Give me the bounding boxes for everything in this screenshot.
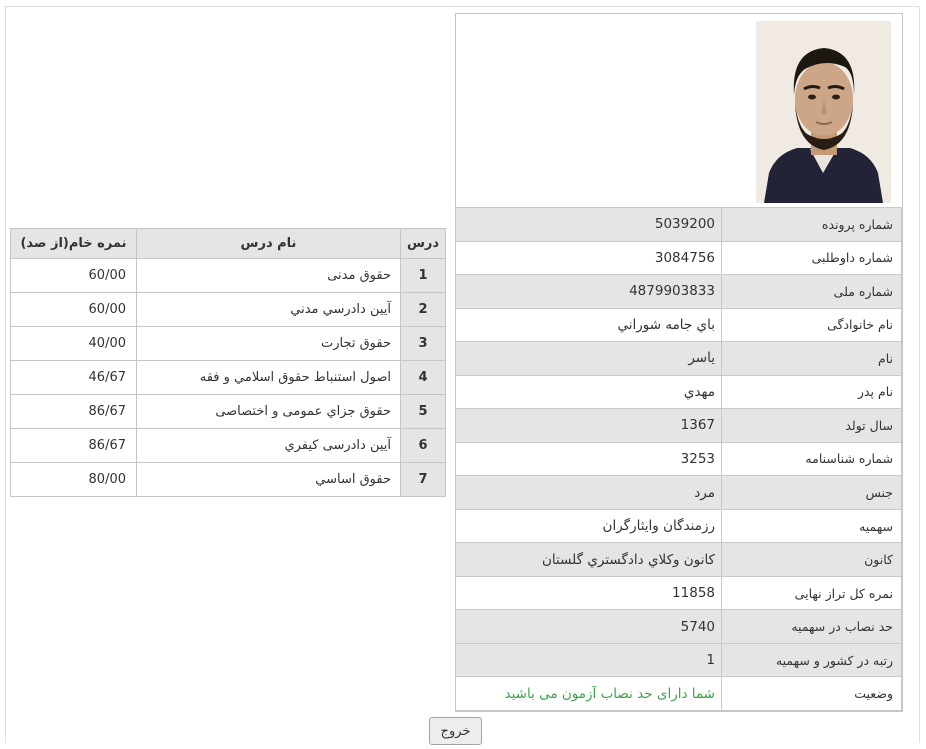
course-name-cell: آيين دادرسی کیفري — [137, 429, 401, 463]
status-value: شما دارای حد نصاب آزمون می باشید — [456, 677, 722, 711]
profile-field-value: 5740 — [456, 610, 722, 644]
scores-row — [11, 293, 446, 327]
profile-field-value: 4879903833 — [456, 275, 722, 309]
scores-header-course: نام درس — [137, 229, 401, 259]
course-index-cell: 4 — [401, 361, 446, 395]
profile-field-value: 11858 — [456, 576, 722, 610]
course-index-cell: 5 — [401, 395, 446, 429]
profile-row — [456, 576, 902, 610]
profile-field-label: رتبه در کشور و سهمیه — [722, 643, 902, 677]
course-name-cell: حقوق اساسي — [137, 463, 401, 497]
profile-row — [456, 275, 902, 309]
profile-field-value: مرد — [456, 476, 722, 510]
profile-row — [456, 509, 902, 543]
profile-field-value: ياسر — [456, 342, 722, 376]
profile-field-value: مهدي — [456, 375, 722, 409]
scores-row — [11, 361, 446, 395]
course-name-cell: حقوق مدنی — [137, 259, 401, 293]
scores-header-index: درس — [401, 229, 446, 259]
course-index-cell: 3 — [401, 327, 446, 361]
scores-row — [11, 463, 446, 497]
scores-header-score: نمره خام(از صد) — [11, 229, 137, 259]
scores-header-row — [11, 229, 446, 259]
profile-field-value: 1367 — [456, 409, 722, 443]
profile-row — [456, 409, 902, 443]
course-score-cell: 46/67 — [11, 361, 137, 395]
profile-field-label: شماره داوطلبی — [722, 241, 902, 275]
profile-row — [456, 610, 902, 644]
course-score-cell: 86/67 — [11, 429, 137, 463]
profile-field-label: وضعیت — [722, 677, 902, 711]
scores-row — [11, 327, 446, 361]
profile-row — [456, 342, 902, 376]
course-score-cell: 60/00 — [11, 293, 137, 327]
course-score-cell: 80/00 — [11, 463, 137, 497]
applicant-photo — [756, 21, 891, 203]
scores-row — [11, 259, 446, 293]
course-name-cell: آيين دادرسي مدني — [137, 293, 401, 327]
profile-row — [456, 442, 902, 476]
profile-field-label: نام خانوادگی — [722, 308, 902, 342]
course-name-cell: حقوق جزاي عمومی و اختصاصی — [137, 395, 401, 429]
course-score-cell: 40/00 — [11, 327, 137, 361]
photo-wrap — [456, 14, 902, 207]
course-index-cell: 2 — [401, 293, 446, 327]
course-score-cell: 86/67 — [11, 395, 137, 429]
profile-field-label: نام پدر — [722, 375, 902, 409]
profile-field-value: 5039200 — [456, 208, 722, 242]
profile-field-label: شماره پرونده — [722, 208, 902, 242]
profile-row — [456, 677, 902, 711]
profile-row — [456, 476, 902, 510]
exit-button[interactable]: خروج — [429, 717, 482, 745]
profile-table — [455, 207, 902, 711]
profile-panel — [455, 13, 903, 712]
profile-field-label: نام — [722, 342, 902, 376]
course-name-cell: اصول استنباط حقوق اسلامي و فقه — [137, 361, 401, 395]
profile-row — [456, 308, 902, 342]
course-score-cell: 60/00 — [11, 259, 137, 293]
profile-field-label: کانون — [722, 543, 902, 577]
scores-row — [11, 429, 446, 463]
course-index-cell: 6 — [401, 429, 446, 463]
profile-field-label: سال تولد — [722, 409, 902, 443]
profile-row — [456, 241, 902, 275]
profile-field-value: باي جامه شوراني — [456, 308, 722, 342]
profile-field-label: سهمیه — [722, 509, 902, 543]
profile-field-label: شماره ملی — [722, 275, 902, 309]
profile-field-value: 3253 — [456, 442, 722, 476]
profile-table-body — [456, 208, 902, 711]
profile-row — [456, 208, 902, 242]
profile-field-label: نمره کل تراز نهایی — [722, 576, 902, 610]
profile-field-label: شماره شناسنامه — [722, 442, 902, 476]
profile-row — [456, 643, 902, 677]
profile-row — [456, 543, 902, 577]
profile-field-value: رزمندگان وایثارگران — [456, 509, 722, 543]
profile-field-value: 3084756 — [456, 241, 722, 275]
profile-field-label: حد نصاب در سهمیه — [722, 610, 902, 644]
profile-field-value: کانون وکلاي دادگستري گلستان — [456, 543, 722, 577]
course-index-cell: 1 — [401, 259, 446, 293]
profile-field-label: جنس — [722, 476, 902, 510]
course-name-cell: حقوق تجارت — [137, 327, 401, 361]
scores-table-body — [11, 259, 446, 497]
scores-row — [11, 395, 446, 429]
profile-row — [456, 375, 902, 409]
scores-table — [10, 228, 446, 497]
profile-field-value: 1 — [456, 643, 722, 677]
course-index-cell: 7 — [401, 463, 446, 497]
